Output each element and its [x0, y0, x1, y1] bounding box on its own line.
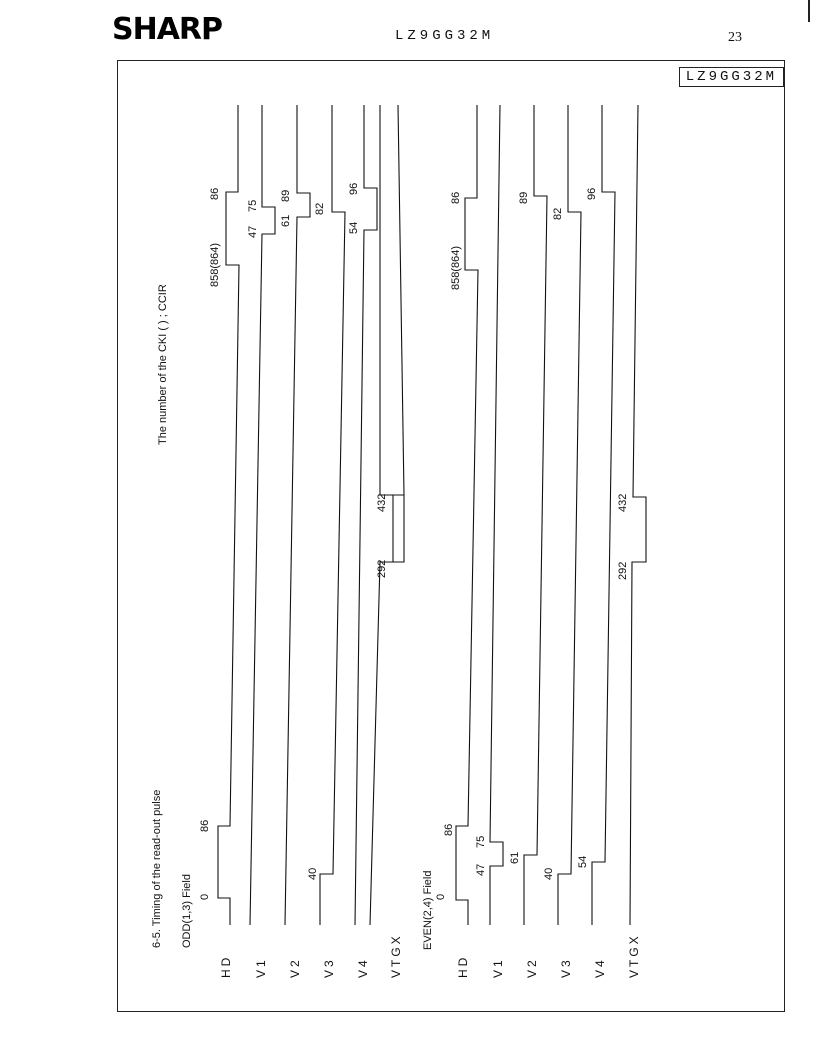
even-mark-86: 86: [450, 191, 462, 204]
odd-signal-v4: V4: [356, 957, 370, 978]
even-mark-0: 0: [435, 893, 447, 900]
sharp-logo: SHARP: [112, 12, 223, 47]
even-v1-waveform: [490, 105, 503, 925]
odd-signal-v3: V3: [322, 957, 336, 978]
even-vtgx-waveform: [630, 105, 646, 925]
odd-mark-858: 858(864): [209, 242, 221, 287]
even-mark-61: 61: [509, 851, 521, 864]
even-mark-86-hd: 86: [443, 823, 455, 836]
odd-mark-40: 40: [307, 867, 319, 880]
odd-mark-0: 0: [199, 893, 211, 900]
even-v3-waveform: [558, 105, 581, 925]
odd-field-title: ODD(1,3) Field: [181, 874, 193, 948]
odd-mark-75: 75: [247, 199, 259, 212]
even-mark-47: 47: [475, 863, 487, 876]
even-field-title: EVEN(2,4) Field: [422, 870, 434, 950]
odd-signal-v1: V1: [254, 957, 268, 978]
document-model-number: LZ9GG32M: [395, 28, 495, 44]
even-mark-89: 89: [518, 191, 530, 204]
even-mark-96: 96: [586, 187, 598, 200]
even-mark-54: 54: [577, 855, 589, 868]
odd-mark-86-hd: 86: [199, 819, 211, 832]
odd-mark-54: 54: [348, 221, 360, 234]
even-signal-hd: HD: [456, 954, 470, 978]
even-mark-82: 82: [552, 207, 564, 220]
odd-v3-waveform: [320, 105, 345, 925]
odd-mark-292: 292: [376, 559, 388, 578]
odd-hd-waveform: [218, 105, 239, 925]
even-signal-v4: V4: [593, 957, 607, 978]
even-signal-v1: V1: [491, 957, 505, 978]
odd-mark-61: 61: [280, 214, 292, 227]
odd-mark-86: 86: [209, 187, 221, 200]
odd-mark-96: 96: [348, 182, 360, 195]
even-signal-v3: V3: [559, 957, 573, 978]
even-v2-waveform: [524, 105, 547, 925]
odd-mark-89: 89: [280, 189, 292, 202]
odd-signal-vtgx: VTGX: [389, 933, 403, 978]
even-mark-858: 858(864): [450, 245, 462, 290]
odd-mark-47: 47: [247, 225, 259, 238]
even-v4-waveform: [592, 105, 615, 925]
even-mark-432: 432: [617, 493, 629, 512]
section-title: 6-5. Timing of the read-out pulse: [151, 789, 163, 948]
page-number: 23: [728, 30, 742, 45]
odd-v2-waveform: [285, 105, 310, 925]
even-mark-292: 292: [617, 561, 629, 580]
odd-vtgx-high-line: [393, 105, 404, 562]
odd-mark-82: 82: [314, 202, 326, 215]
odd-mark-432: 432: [376, 493, 388, 512]
odd-signal-v2: V2: [288, 957, 302, 978]
cki-note: The number of the CKI ( ) ; CCIR: [157, 284, 169, 445]
odd-signal-hd: HD: [219, 954, 233, 978]
even-signal-vtgx: VTGX: [627, 933, 641, 978]
even-signal-v2: V2: [525, 957, 539, 978]
odd-vtgx-waveform: [370, 105, 393, 925]
even-hd-waveform: [456, 105, 478, 925]
even-mark-40: 40: [543, 867, 555, 880]
even-mark-75: 75: [475, 835, 487, 848]
frame-model-tag: LZ9GG32M: [679, 67, 784, 87]
